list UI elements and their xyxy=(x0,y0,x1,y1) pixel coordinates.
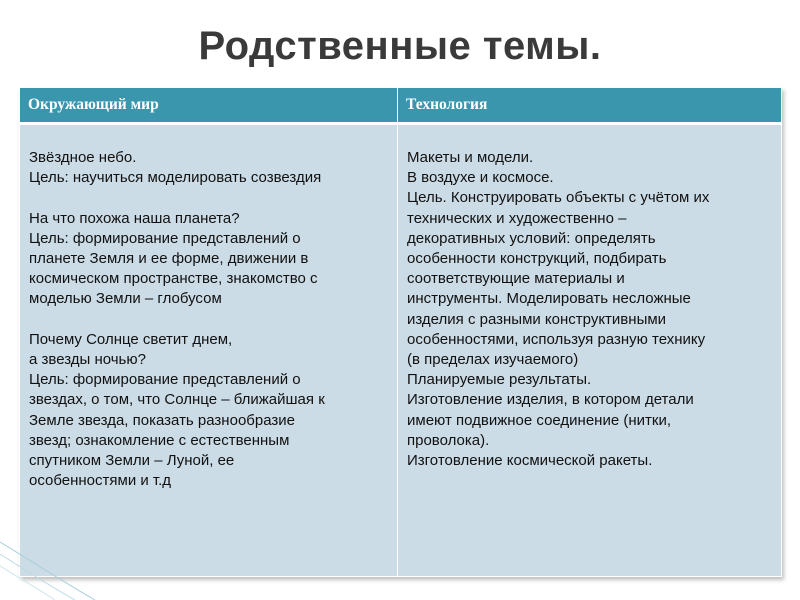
cell-tekhnologiya xyxy=(407,148,775,471)
cell-line: Цель: научиться моделировать созвездия xyxy=(29,169,322,187)
decorative-corner-lines xyxy=(0,520,120,600)
cell-line: соответствующие материалы и xyxy=(407,270,625,288)
cell-line: Цель: формирование представлений о xyxy=(29,371,301,389)
cell-line: технических и художественно – xyxy=(407,209,627,227)
cell-line: Цель. Конструировать объекты с учётом их xyxy=(407,189,710,207)
cell-line: космическом пространстве, знакомство с xyxy=(29,270,318,288)
cell-line: моделью Земли – глобусом xyxy=(29,290,222,308)
slide-title: Родственные темы. xyxy=(198,24,602,68)
cell-line: изделия с разными конструктивными xyxy=(407,310,667,328)
cell-okruzhayushchiy-mir xyxy=(29,148,389,491)
cell-line: особенности конструкций, подбирать xyxy=(407,250,667,268)
cell-line: На что похожа наша планета? xyxy=(29,209,240,227)
table-header xyxy=(20,88,781,125)
cell-line: Земле звезда, показать разнообразие xyxy=(29,411,295,429)
cell-line: звездах, о том, что Солнце – ближайшая к xyxy=(29,391,325,409)
paragraph-gap xyxy=(29,310,389,330)
cell-line: а звезды ночью? xyxy=(29,351,146,368)
paragraph-gap xyxy=(29,188,389,208)
cell-line: Почему Солнце светит днем, xyxy=(29,330,233,348)
cell-line: Макеты и модели. xyxy=(407,149,534,166)
cell-line: особенностями, используя разную технику xyxy=(407,330,706,348)
topics-table xyxy=(19,87,782,577)
cell-line: Изготовление изделия, в котором детали xyxy=(407,391,694,409)
cell-line: В воздухе и космосе. xyxy=(407,169,554,187)
cell-line: имеют подвижное соединение (нитки, xyxy=(407,411,671,429)
cell-line: особенностями и т.д xyxy=(29,472,172,490)
column-divider xyxy=(397,88,398,576)
cell-line: Изготовление космической ракеты. xyxy=(407,452,653,470)
cell-line: звезд; ознакомление с естественным xyxy=(29,431,290,449)
cell-line: декоративных условий: определять xyxy=(407,229,656,247)
cell-line: Цель: формирование представлений о xyxy=(29,229,301,247)
cell-line: спутником Земли – Луной, ее xyxy=(29,452,235,470)
header-okruzhayushchiy-mir: Окружающий мир xyxy=(28,96,159,113)
header-tekhnologiya: Технология xyxy=(406,96,488,113)
cell-line: (в пределах изучаемого) xyxy=(407,351,579,369)
cell-line: Планируемые результаты. xyxy=(407,371,592,389)
cell-line: проволока). xyxy=(407,431,490,449)
cell-line: Звёздное небо. xyxy=(29,149,137,166)
cell-line: инструменты. Моделировать несложные xyxy=(407,290,691,308)
cell-line: планете Земля и ее форме, движении в xyxy=(29,250,309,267)
